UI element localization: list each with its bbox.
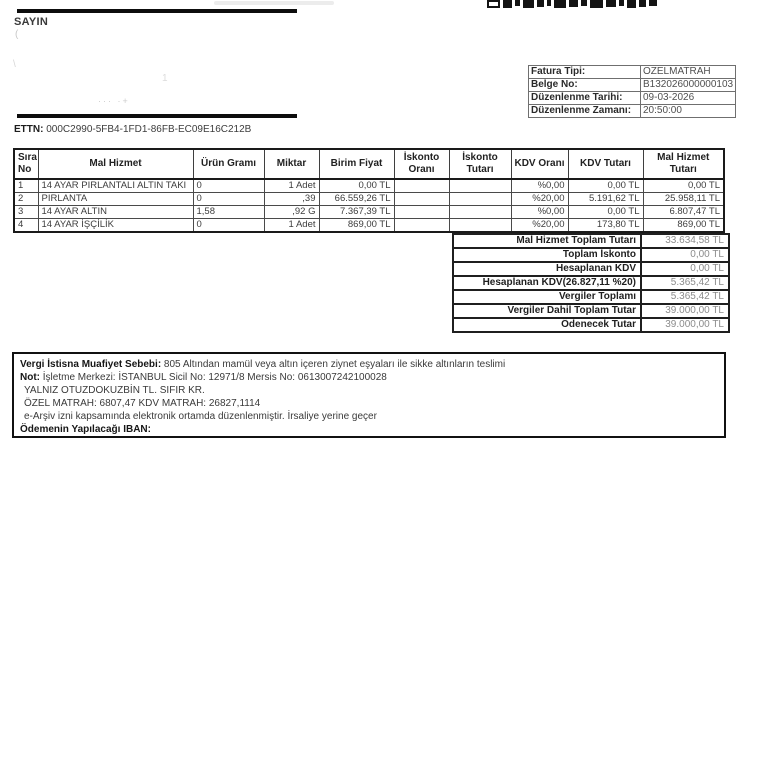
totals-row	[453, 234, 729, 248]
col-header-urun-grami: Ürün Gramı	[193, 149, 264, 179]
invoice-info-row	[529, 92, 736, 105]
col-header-iskonto-tutari: İskonto Tutarı	[449, 149, 511, 179]
cell-kdv-tutari: 173,80 TL	[568, 219, 643, 233]
totals-row	[453, 276, 729, 290]
cell-birim-fiyat: 869,00 TL	[319, 219, 394, 233]
totals-row	[453, 262, 729, 276]
redaction-block	[515, 0, 520, 6]
cell-iskonto-tutari	[449, 193, 511, 206]
invoice-info-label: Düzenlenme Tarihi:	[529, 92, 641, 105]
invoice-info-value: 09-03-2026	[641, 92, 736, 105]
cell-mal-hizmet: 14 AYAR ALTIN	[38, 206, 193, 219]
cell-iskonto-tutari	[449, 179, 511, 193]
redacted-recipient-artifact: 1	[162, 73, 168, 84]
cell-miktar: 1 Adet	[264, 179, 319, 193]
cell-kdv-tutari: 5.191,62 TL	[568, 193, 643, 206]
totals-value: 33.634,58 TL	[641, 234, 729, 248]
redaction-block	[554, 0, 566, 8]
invoice-info-row	[529, 105, 736, 118]
cell-mal-hizmet: 14 AYAR PIRLANTALI ALTIN TAKI	[38, 179, 193, 193]
iban-line	[20, 423, 718, 436]
tax-exemption-label: Vergi İstisna Muafiyet Sebebi:	[20, 359, 162, 370]
scan-smudge	[214, 1, 334, 5]
redaction-block	[619, 0, 624, 6]
recipient-label: SAYIN	[14, 16, 49, 28]
totals-row	[453, 290, 729, 304]
col-header-sira-no: Sıra No	[14, 149, 38, 179]
redaction-block	[547, 0, 551, 6]
redaction-block	[523, 0, 534, 8]
tax-exemption-line	[20, 358, 718, 371]
ettn-line	[14, 124, 251, 135]
totals-value: 0,00 TL	[641, 262, 729, 276]
cell-sira-no: 2	[14, 193, 38, 206]
cell-kdv-orani: %0,00	[511, 179, 568, 193]
totals-value: 39.000,00 TL	[641, 318, 729, 332]
cell-iskonto-orani	[394, 219, 449, 233]
invoice-info-value: B132026000000103	[641, 79, 736, 92]
totals-value: 0,00 TL	[641, 248, 729, 262]
cell-kdv-orani: %20,00	[511, 219, 568, 233]
redaction-block	[590, 0, 603, 8]
invoice-info-label: Fatura Tipi:	[529, 66, 641, 79]
col-header-miktar: Miktar	[264, 149, 319, 179]
cell-urun-grami: 0	[193, 219, 264, 233]
cell-iskonto-tutari	[449, 206, 511, 219]
cell-sira-no: 3	[14, 206, 38, 219]
cell-iskonto-orani	[394, 193, 449, 206]
redaction-block	[639, 0, 646, 7]
col-header-kdv-orani: KDV Oranı	[511, 149, 568, 179]
totals-value: 5.365,42 TL	[641, 276, 729, 290]
cell-mal-hizmet-tutari: 25.958,11 TL	[643, 193, 724, 206]
totals-value: 39.000,00 TL	[641, 304, 729, 318]
top-rule	[17, 9, 297, 13]
cell-iskonto-orani	[394, 179, 449, 193]
item-row	[14, 219, 724, 233]
cell-kdv-tutari: 0,00 TL	[568, 206, 643, 219]
item-row	[14, 206, 724, 219]
redacted-recipient-artifact: (	[15, 29, 19, 40]
totals-label: Vergiler Toplamı	[453, 290, 641, 304]
cell-birim-fiyat: 66.559,26 TL	[319, 193, 394, 206]
redaction-block	[627, 0, 636, 8]
not-label: Not:	[20, 372, 40, 383]
totals-row	[453, 304, 729, 318]
redaction-block	[503, 0, 512, 8]
totals-label: Ödenecek Tutar	[453, 318, 641, 332]
invoice-info-row	[529, 66, 736, 79]
ettn-label: ETTN:	[14, 124, 44, 135]
totals-label: Toplam İskonto	[453, 248, 641, 262]
cell-iskonto-tutari	[449, 219, 511, 233]
cell-mal-hizmet: 14 AYAR İŞÇİLİK	[38, 219, 193, 233]
col-header-iskonto-orani: İskonto Oranı	[394, 149, 449, 179]
items-table	[13, 148, 725, 233]
totals-label: Mal Hizmet Toplam Tutarı	[453, 234, 641, 248]
col-header-birim-fiyat: Birim Fiyat	[319, 149, 394, 179]
item-row	[14, 179, 724, 193]
cell-mal-hizmet-tutari: 869,00 TL	[643, 219, 724, 233]
item-row	[14, 193, 724, 206]
cell-birim-fiyat: 0,00 TL	[319, 179, 394, 193]
notes-box	[12, 352, 726, 438]
invoice-info-row	[529, 79, 736, 92]
items-header-row	[14, 149, 724, 179]
totals-table	[452, 233, 730, 333]
cell-kdv-orani: %0,00	[511, 206, 568, 219]
redaction-block	[581, 0, 587, 6]
cell-urun-grami: 0	[193, 193, 264, 206]
tax-exemption-text: 805 Altından mamül veya altın içeren ziynet eşyaları ile sikke altınların teslimi	[161, 359, 506, 370]
earsiv-line: e-Arşiv izni kapsamında elektronik ortamda düzenlenmiştir. İrsaliye yerine geçer	[24, 411, 377, 422]
redacted-recipient-artifact: ··· ·+	[98, 96, 130, 106]
invoice-info-table	[528, 65, 736, 118]
cell-kdv-orani: %20,00	[511, 193, 568, 206]
redacted-header-title	[487, 0, 657, 8]
cell-kdv-tutari: 0,00 TL	[568, 179, 643, 193]
redaction-block	[606, 0, 616, 7]
col-header-mal-hizmet-tutari: Mal Hizmet Tutarı	[643, 149, 724, 179]
redaction-block	[487, 0, 500, 8]
cell-sira-no: 1	[14, 179, 38, 193]
redaction-block	[649, 0, 657, 6]
totals-value: 5.365,42 TL	[641, 290, 729, 304]
invoice-info-value: OZELMATRAH	[641, 66, 736, 79]
recipient-bottom-rule	[17, 114, 297, 118]
cell-miktar: ,39	[264, 193, 319, 206]
totals-label: Hesaplanan KDV	[453, 262, 641, 276]
cell-urun-grami: 1,58	[193, 206, 264, 219]
cell-iskonto-orani	[394, 206, 449, 219]
invoice-info-value: 20:50:00	[641, 105, 736, 118]
totals-label: Hesaplanan KDV(26.827,11 %20)	[453, 276, 641, 290]
totals-row	[453, 318, 729, 332]
ettn-value: 000C2990-5FB4-1FD1-86FB-EC09E16C212B	[46, 124, 252, 135]
cell-mal-hizmet-tutari: 0,00 TL	[643, 179, 724, 193]
amount-in-words-line: YALNIZ OTUZDOKUZBİN TL. SIFIR KR.	[24, 385, 205, 396]
redaction-block	[537, 0, 544, 7]
cell-sira-no: 4	[14, 219, 38, 233]
cell-mal-hizmet: PIRLANTA	[38, 193, 193, 206]
cell-urun-grami: 0	[193, 179, 264, 193]
not-text: İşletme Merkezi: İSTANBUL Sicil No: 12971/8 Mersis No: 0613007242100028	[40, 372, 387, 383]
cell-miktar: 1 Adet	[264, 219, 319, 233]
redaction-block	[569, 0, 578, 7]
invoice-info-label: Belge No:	[529, 79, 641, 92]
cell-mal-hizmet-tutari: 6.807,47 TL	[643, 206, 724, 219]
totals-label: Vergiler Dahil Toplam Tutar	[453, 304, 641, 318]
matrah-line: ÖZEL MATRAH: 6807,47 KDV MATRAH: 26827,1114	[24, 398, 261, 409]
col-header-mal-hizmet: Mal Hizmet	[38, 149, 193, 179]
redacted-recipient-artifact: \	[13, 59, 16, 70]
iban-label: Ödemenin Yapılacağı IBAN:	[20, 424, 151, 435]
invoice-info-label: Düzenlenme Zamanı:	[529, 105, 641, 118]
cell-miktar: ,92 G	[264, 206, 319, 219]
cell-birim-fiyat: 7.367,39 TL	[319, 206, 394, 219]
col-header-kdv-tutari: KDV Tutarı	[568, 149, 643, 179]
not-line	[20, 371, 718, 384]
totals-row	[453, 248, 729, 262]
